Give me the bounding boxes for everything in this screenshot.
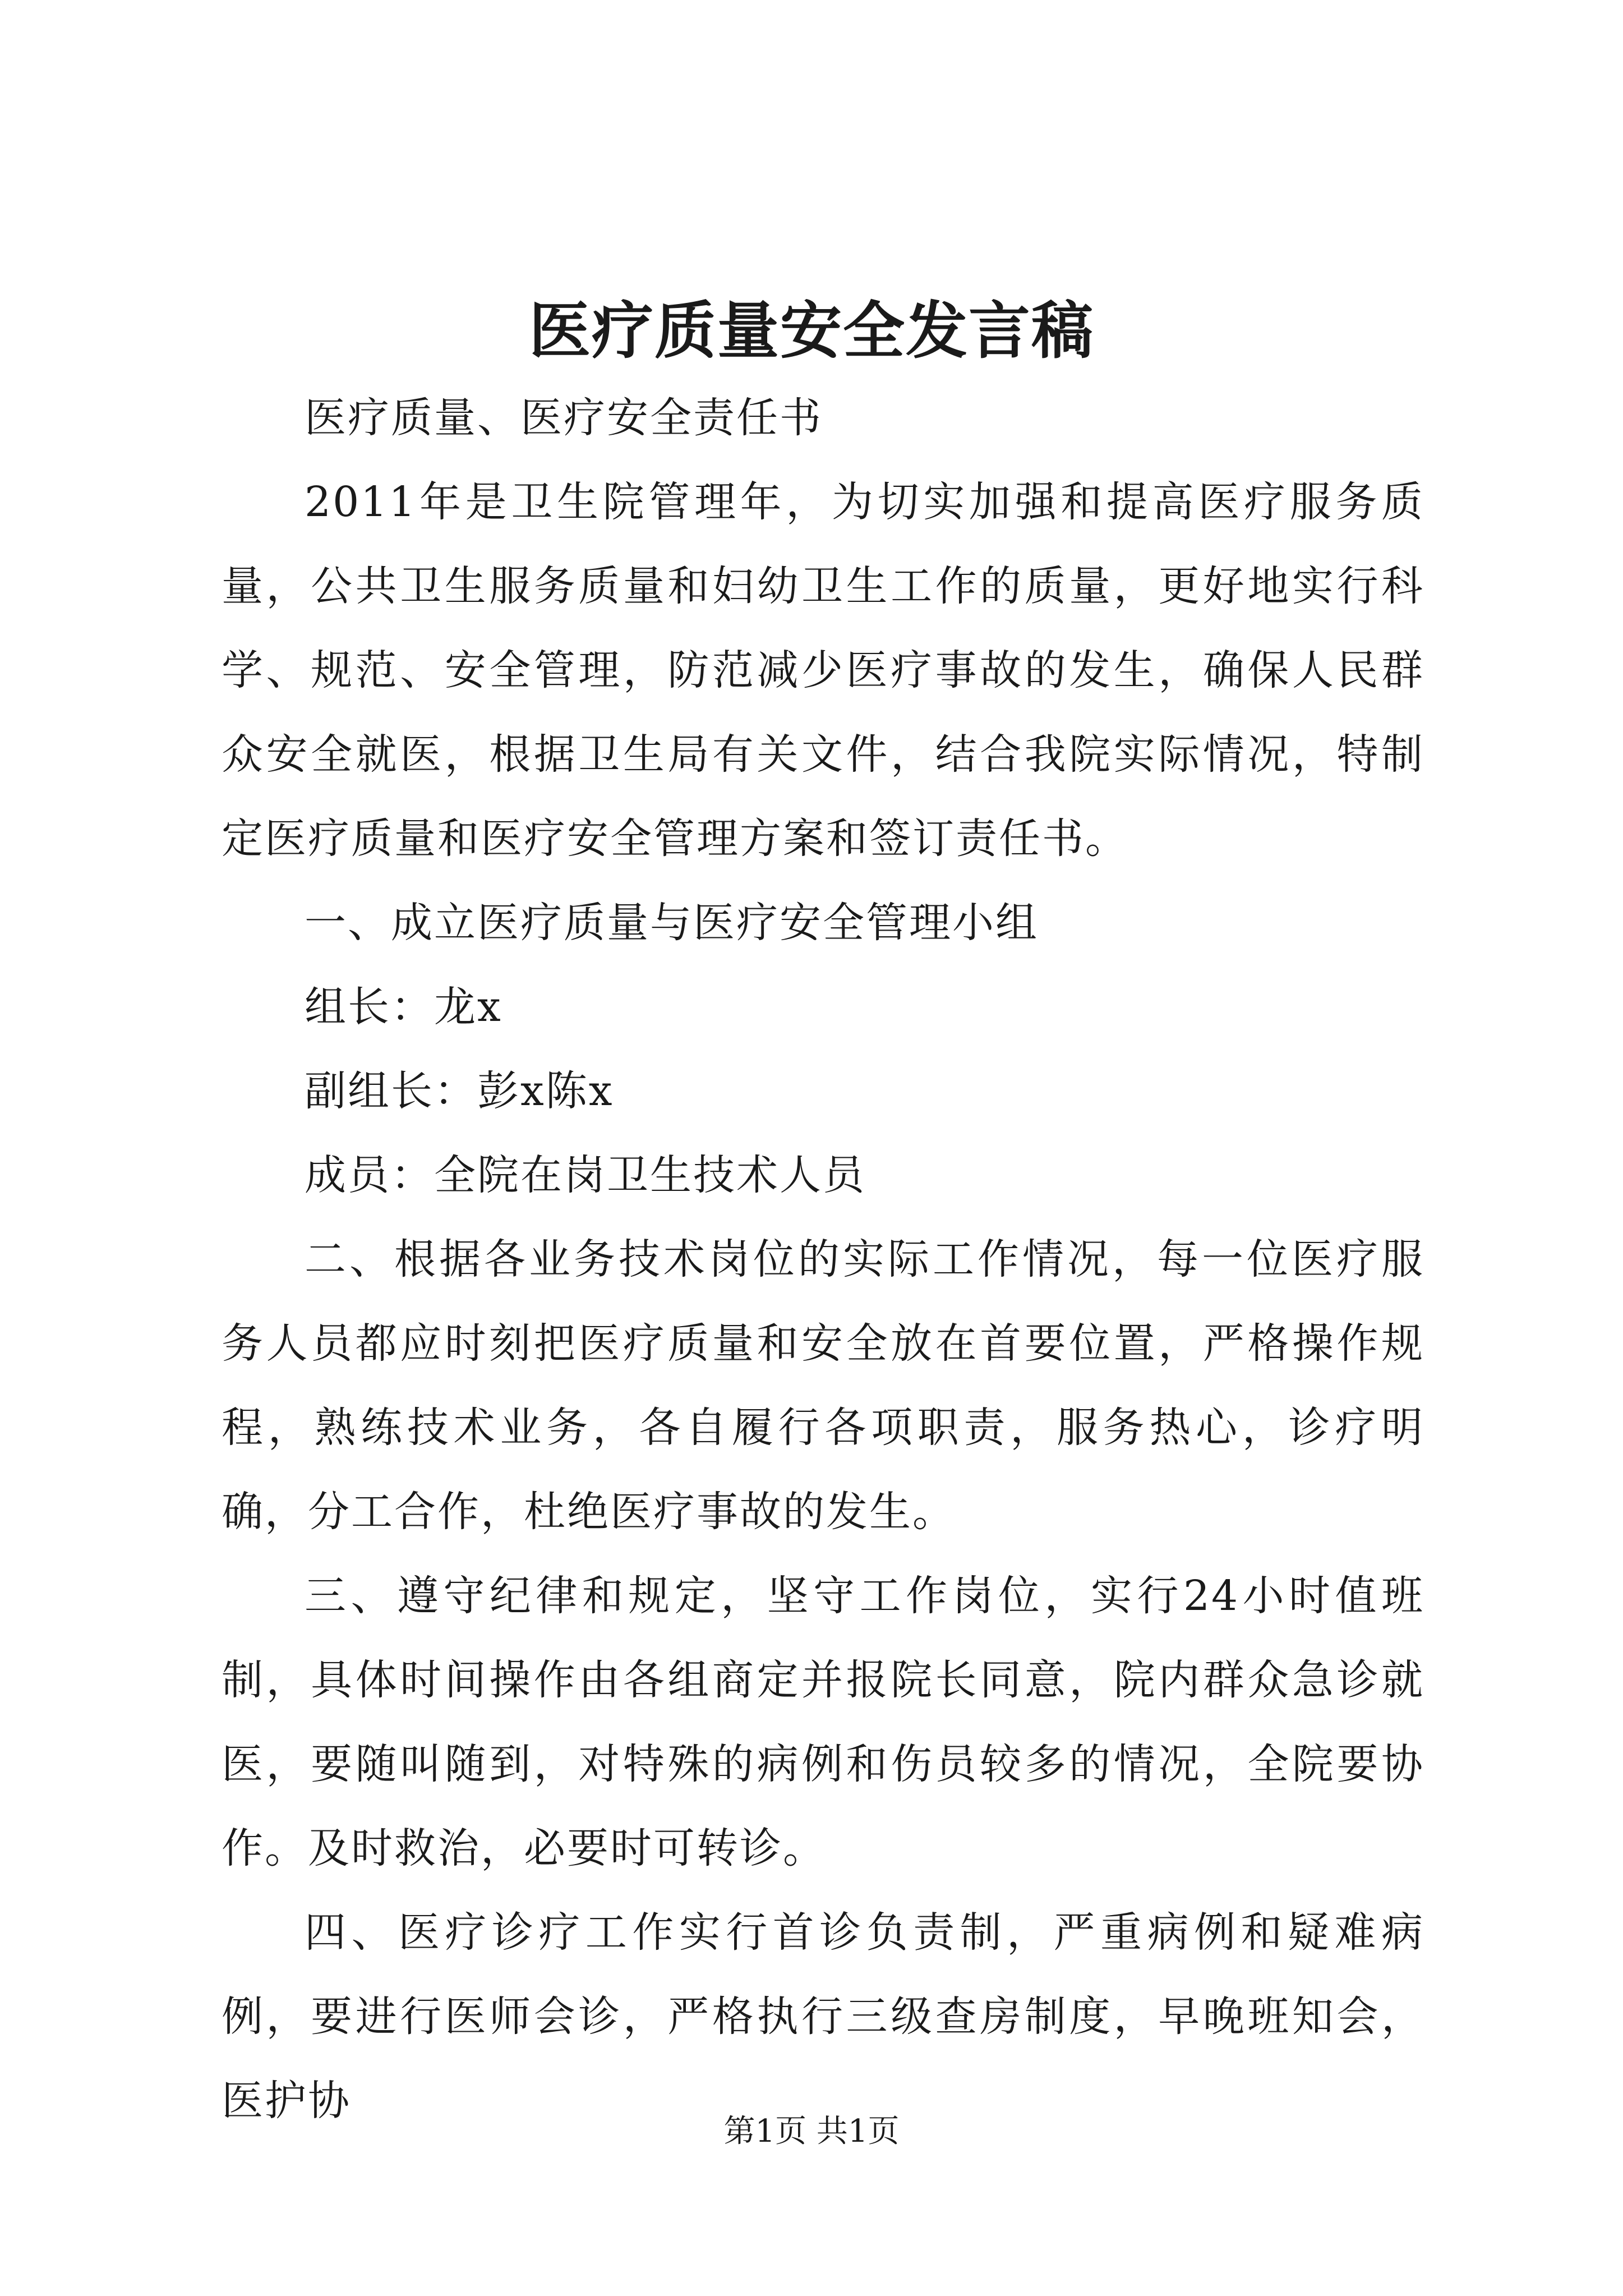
document-title: 医疗质量安全发言稿 [529,295,1094,367]
page-number-footer: 第1页 共1页 [723,2113,900,2150]
paragraph-section-two: 二、根据各业务技术岗位的实际工作情况，每一位医疗服务人员都应时刻把医疗质量和安全放在首要位置，严格操作规程，熟练技术业务，各自履行各项职责，服务热心，诊疗明确，分工合作，杜绝医疗事故的发生。 [222,1235,1424,1536]
paragraph-intro: 2011年是卫生院管理年，为切实加强和提高医疗服务质量，公共卫生服务质量和妇幼卫生工作的质量，更好地实行科学、规范、安全管理，防范减少医疗事故的发生，确保人民群众安全就医，根据卫生局有关文件，结合我院实际情况，特制定医疗质量和医疗安全管理方案和签订责任书。 [222,478,1424,863]
paragraph-leader: 组长：龙x [305,983,502,1031]
paragraph-members: 成员：全院在岗卫生技术人员 [305,1151,866,1199]
paragraph-section-one: 一、成立医疗质量与医疗安全管理小组 [305,899,1039,947]
paragraph-heading: 医疗质量、医疗安全责任书 [305,394,823,442]
paragraph-section-four: 四、医疗诊疗工作实行首诊负责制，严重病例和疑难病例，要进行医师会诊，严格执行三级查房制度，早晚班知会，医护协 [222,1908,1424,2125]
document-body [222,376,1424,2143]
paragraph-deputy-leader: 副组长：彭x陈x [305,1067,614,1115]
paragraph-section-three: 三、遵守纪律和规定，坚守工作岗位，实行24小时值班制，具体时间操作由各组商定并报院长同意，院内群众急诊就医，要随叫随到，对特殊的病例和伤员较多的情况，全院要协作。及时救治，必要时可转诊。 [222,1572,1424,1872]
